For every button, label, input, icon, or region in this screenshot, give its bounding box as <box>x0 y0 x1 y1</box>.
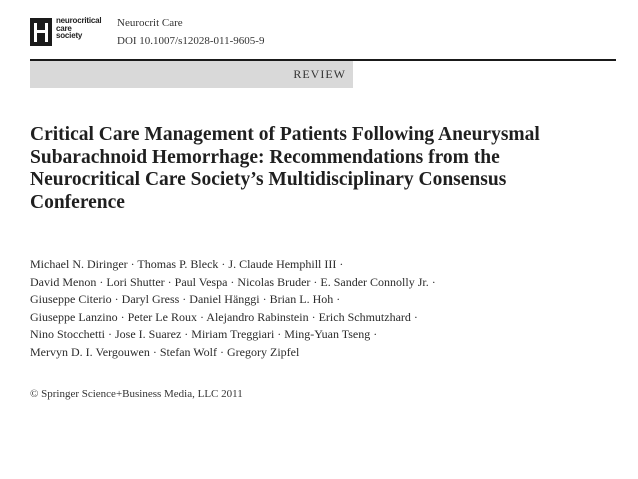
author-line: Michael N. Diringer · Thomas P. Bleck · J. Claude Hemphill III · <box>30 257 344 271</box>
doi[interactable]: DOI 10.1007/s12028-011-9605-9 <box>117 35 265 47</box>
title-line: Conference <box>30 191 125 213</box>
society-logo-icon <box>30 18 52 46</box>
section-label: REVIEW <box>293 67 346 81</box>
title-line: Subarachnoid Hemorrhage: Recommendations from the <box>30 146 500 168</box>
article-title <box>30 124 620 214</box>
copyright-notice: © Springer Science+Business Media, LLC 2011 <box>30 388 243 400</box>
author-line: Giuseppe Citerio · Daryl Gress · Daniel Hänggi · Brian L. Hoh · <box>30 292 341 307</box>
journal-name: Neurocrit Care <box>117 17 183 29</box>
title-line: Critical Care Management of Patients Following Aneurysmal <box>30 124 540 145</box>
author-line: Giuseppe Lanzino · Peter Le Roux · Alejandro Rabinstein · Erich Schmutzhard · <box>30 309 418 324</box>
title-line: Neurocritical Care Society’s Multidisciplinary Consensus <box>30 169 507 190</box>
author-line: David Menon · Lori Shutter · Paul Vespa · Nicolas Bruder · E. Sander Connolly Jr. · <box>30 274 436 289</box>
author-line: Mervyn D. I. Vergouwen · Stefan Wolf · Gregory Zipfel <box>30 344 300 359</box>
society-wordmark: neurocritical care society <box>56 16 102 40</box>
author-line: Nino Stocchetti · Jose I. Suarez · Miriam Treggiari · Ming-Yuan Tseng · <box>30 327 378 342</box>
author-list <box>30 256 436 362</box>
section-band <box>30 61 353 88</box>
